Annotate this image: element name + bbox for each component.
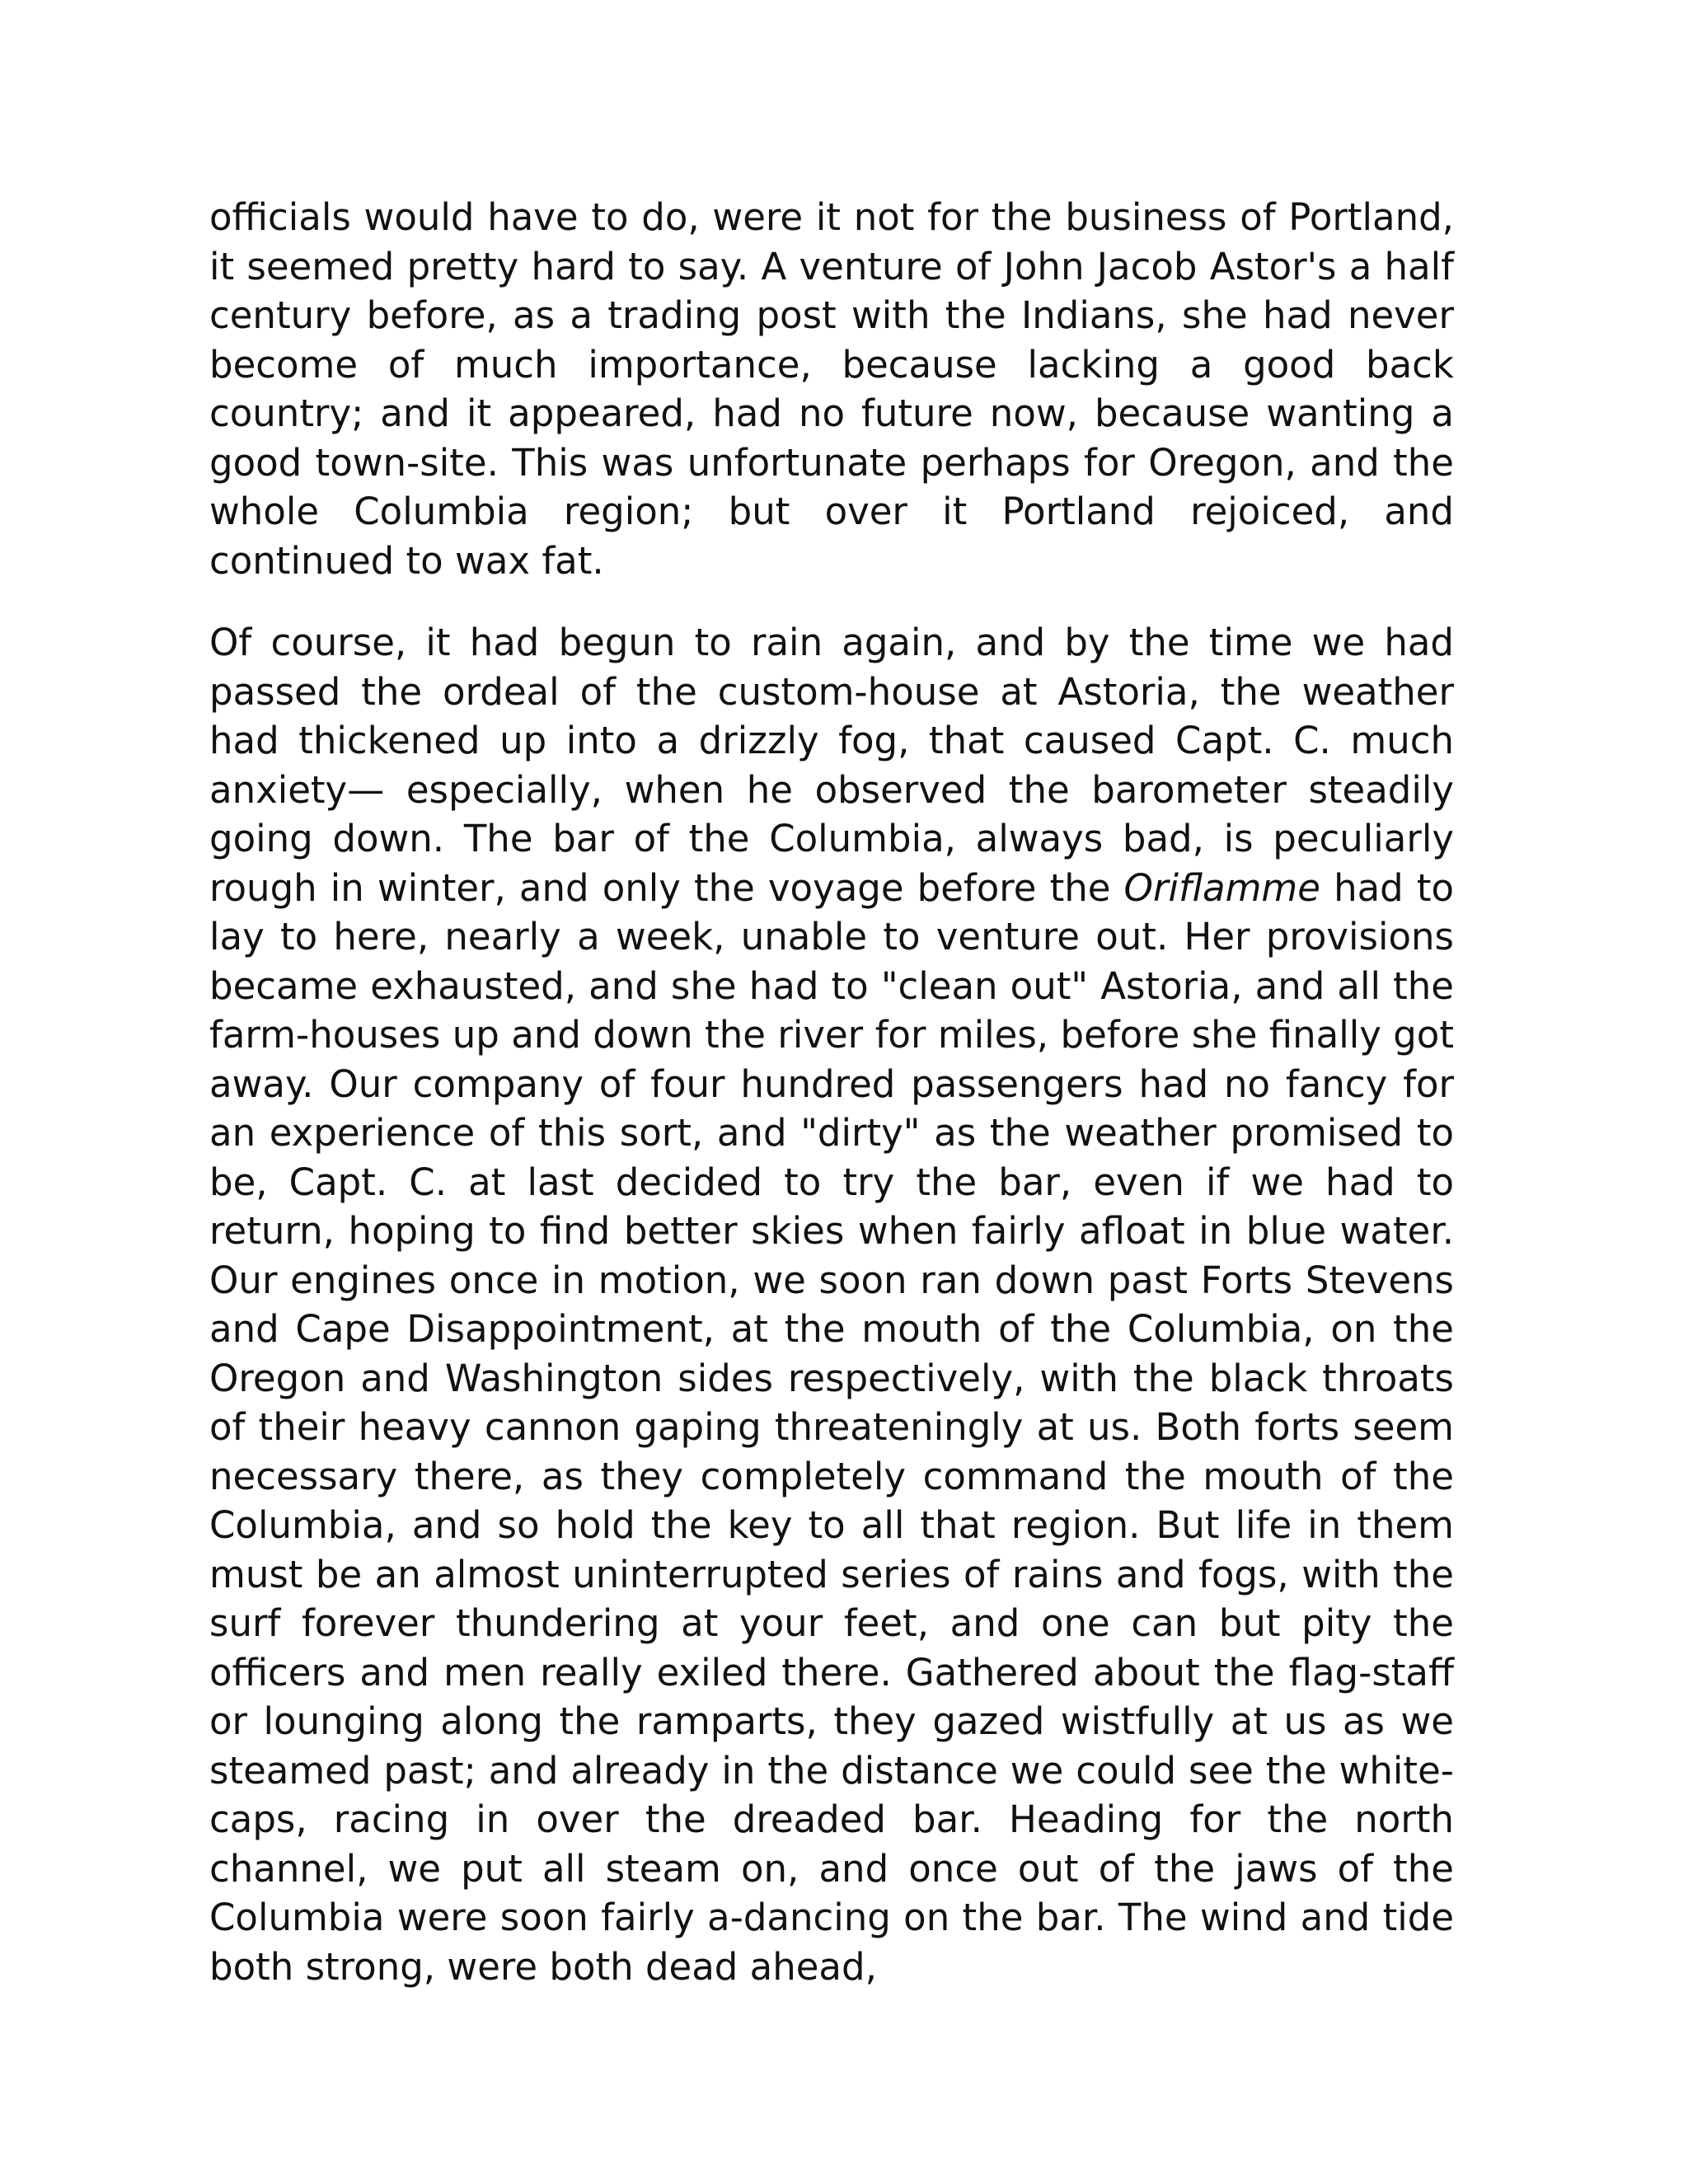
paragraph-text-start: Of course, it had begun to rain again, and by the time we had passed the ordeal of the custom-house at Astoria, the weather had thickened up into a drizzly fog, that caused Capt. C. much anxiety— especially, when he observed the barometer steadily going down. The bar of the Columbia, always bad, is peculiarly rough in winter, and only the voyage before the <box>209 621 1454 910</box>
body-text <box>209 193 1454 2023</box>
paragraph-text-end: had to lay to here, nearly a week, unable to venture out. Her provisions became exhausted, and she had to "clean out" Astoria, and all the farm-houses up and down the river for miles, before she finally got away. Our company of four hundred passengers had no fancy for an experience of this sort, and "dirty" as the weather promised to be, Capt. C. at last decided to try the bar, even if we had to return, hoping to find better skies when fairly afloat in blue water. Our engines once in motion, we soon ran down past Forts Stevens and Cape Disappointment, at the mouth of the Columbia, on the Oregon and Washington sides respectively, with the black throats of their heavy cannon gaping threateningly at us. Both forts seem necessary there, as they completely command the mouth of the Columbia, and so hold the key to all that region. But life in them must be an almost uninterrupted series of rains and fogs, with the surf forever thundering at your feet, and one can but pity the officers and men really exiled there. Gathered about the flag-staff or lounging along the ramparts, they gazed wistfully at us as we steamed past; and already in the distance we could see the white-caps, racing in over the dreaded bar. Heading for the north channel, we put all steam on, and once out of the jaws of the Columbia were soon fairly a-dancing on the bar. The wind and tide both strong, were both dead ahead, <box>209 865 1455 1989</box>
paragraph-columbia-bar <box>209 618 1454 1991</box>
ship-name-italic: Oriflamme <box>1123 865 1320 910</box>
paragraph-astoria: officials would have to do, were it not for the business of Portland, it seemed pretty hard to say. A venture of John Jacob Astor's a half century before, as a trading post with the Indians, she had never become of much importance, because lacking a good back country; and it appeared, had no future now, because wanting a good town-site. This was unfortunate perhaps for Oregon, and the whole Columbia region; but over it Portland rejoiced, and continued to wax fat. <box>209 195 1454 583</box>
